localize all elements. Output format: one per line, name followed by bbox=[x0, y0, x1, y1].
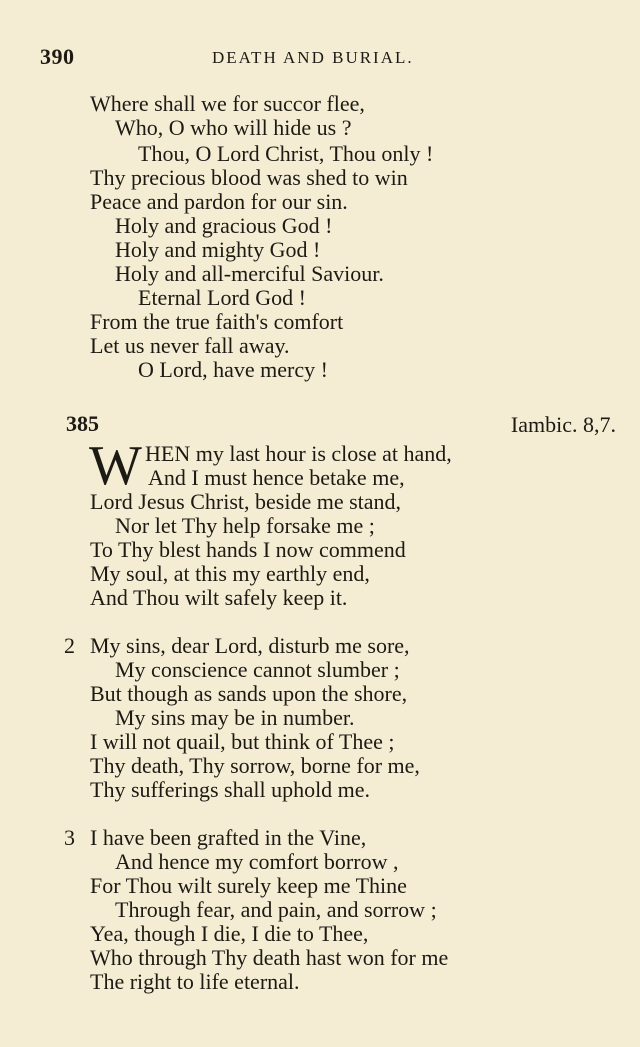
verse-line: Thy sufferings shall uphold me. bbox=[90, 777, 371, 802]
verse-line: Holy and mighty God ! bbox=[115, 237, 321, 262]
verse-line: For Thou wilt surely keep me Thine bbox=[90, 873, 407, 898]
verse-line: And I must hence betake me, bbox=[148, 465, 405, 490]
verse-line: From the true faith's comfort bbox=[90, 309, 344, 334]
page-number: 390 bbox=[40, 44, 75, 69]
hymn-number: 385 bbox=[66, 411, 99, 436]
verse-line: Lord Jesus Christ, beside me stand, bbox=[90, 489, 402, 514]
verse-line: Yea, though I die, I die to Thee, bbox=[90, 921, 369, 946]
verse-line: Thy precious blood was shed to win bbox=[90, 165, 408, 190]
verse-line: Thou, O Lord Christ, Thou only ! bbox=[138, 141, 434, 166]
drop-cap: W bbox=[89, 435, 142, 497]
hymn-meter: Iambic. 8,7. bbox=[510, 412, 616, 437]
verse-line: The right to life eternal. bbox=[90, 969, 300, 994]
verse-line: My conscience cannot slumber ; bbox=[115, 657, 400, 682]
verse-line: My sins, dear Lord, disturb me sore, bbox=[90, 633, 410, 658]
verse-line: But though as sands upon the shore, bbox=[90, 681, 408, 706]
verse-line: Where shall we for succor flee, bbox=[90, 91, 365, 116]
verse-line: And Thou wilt safely keep it. bbox=[90, 585, 348, 610]
stanza-number: 3 bbox=[64, 825, 75, 850]
verse-line: Thy death, Thy sorrow, borne for me, bbox=[90, 753, 420, 778]
verse-line: My sins may be in number. bbox=[115, 705, 355, 730]
verse-line: Who, O who will hide us ? bbox=[115, 115, 352, 140]
verse-line: To Thy blest hands I now commend bbox=[90, 537, 406, 562]
verse-line: O Lord, have mercy ! bbox=[138, 357, 328, 382]
verse-line: Holy and gracious God ! bbox=[115, 213, 333, 238]
verse-line: Through fear, and pain, and sorrow ; bbox=[115, 897, 437, 922]
verse-line: Eternal Lord God ! bbox=[138, 285, 306, 310]
verse-line: I will not quail, but think of Thee ; bbox=[90, 729, 395, 754]
verse-line: And hence my comfort borrow , bbox=[115, 849, 399, 874]
verse-line: Nor let Thy help forsake me ; bbox=[115, 513, 375, 538]
verse-line: Holy and all-merciful Saviour. bbox=[115, 261, 384, 286]
verse-line: Let us never fall away. bbox=[90, 333, 290, 358]
verse-line: Who through Thy death hast won for me bbox=[90, 945, 449, 970]
verse-line: I have been grafted in the Vine, bbox=[90, 825, 367, 850]
running-header: DEATH AND BURIAL. bbox=[212, 48, 414, 67]
verse-line: My soul, at this my earthly end, bbox=[90, 561, 370, 586]
verse-line: HEN my last hour is close at hand, bbox=[145, 441, 452, 466]
stanza-number: 2 bbox=[64, 633, 75, 658]
verse-line: Peace and pardon for our sin. bbox=[90, 189, 348, 214]
